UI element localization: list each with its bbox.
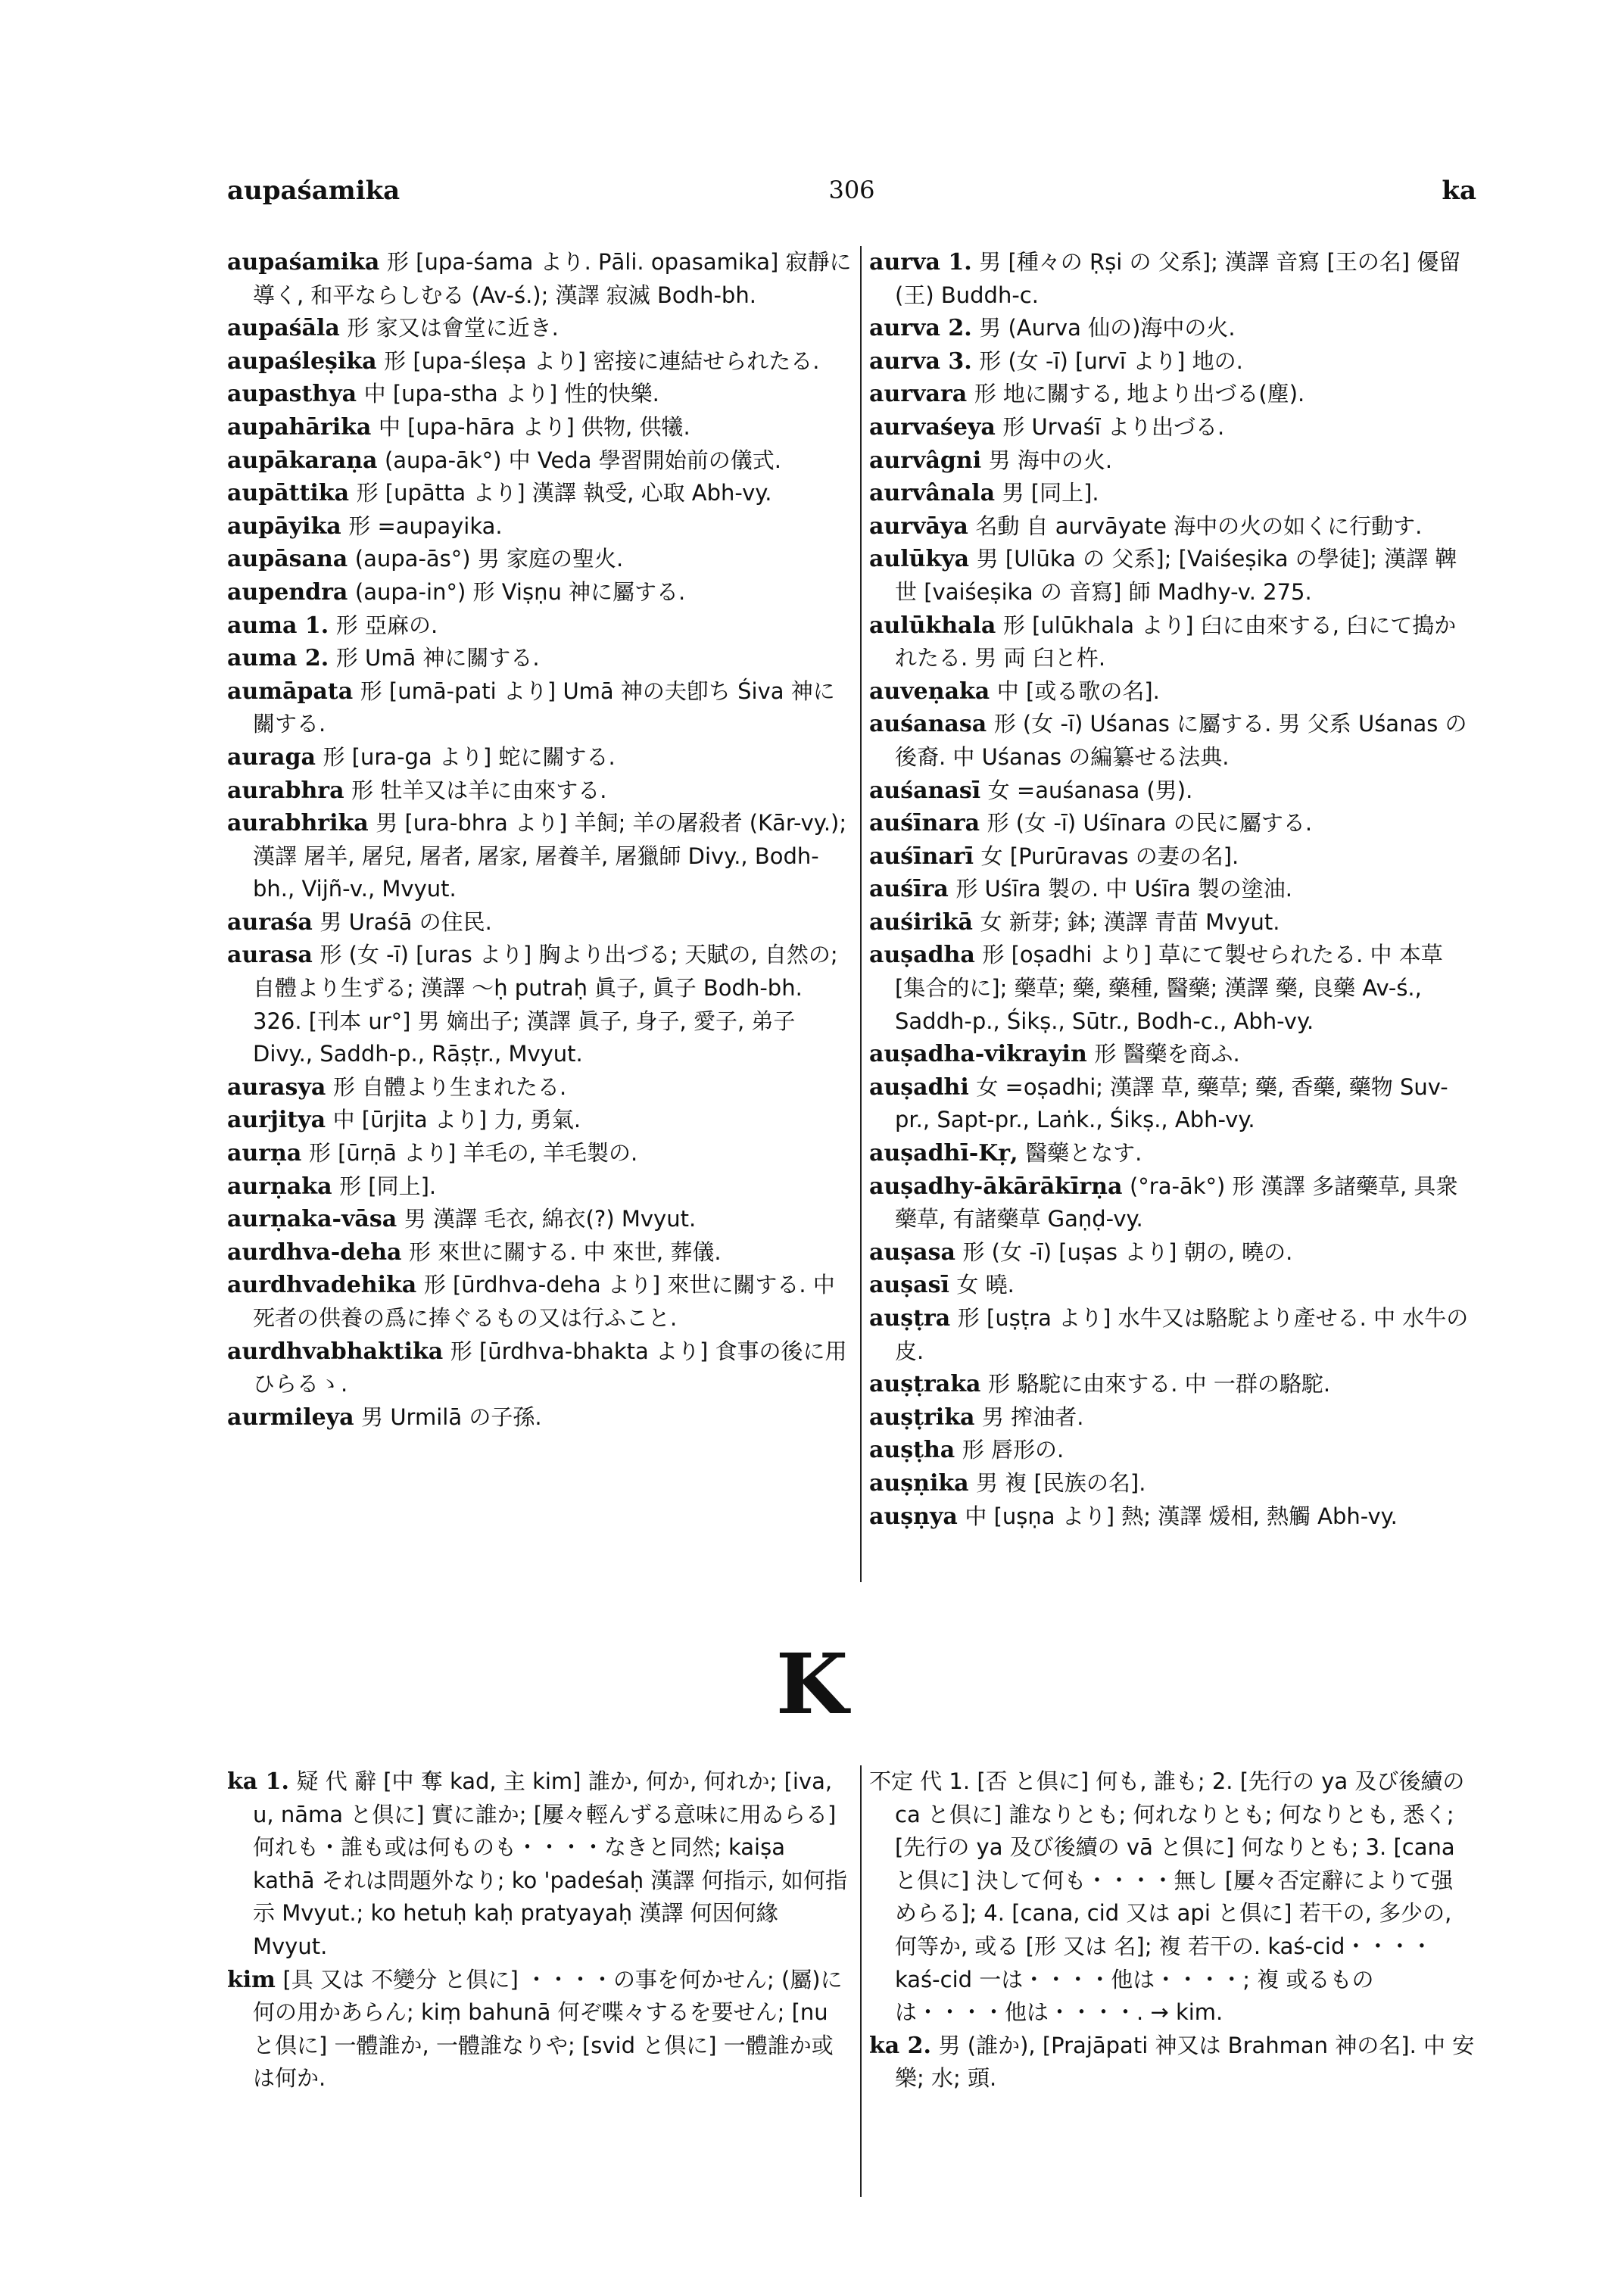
dictionary-entry (869, 906, 1475, 939)
dictionary-entry (869, 1302, 1475, 1368)
entry-headword: aupaśamika (227, 249, 380, 276)
dictionary-entry (869, 312, 1475, 345)
entry-definition: (aupa-āk°) 中 Veda 學習開始前の儀式. (384, 447, 781, 473)
entry-definition: 不定 代 1. [否 と倶に] 何も, 誰も; 2. [先行の ya 及び後續の ca と倶に] 誰なりとも; 何れなりとも; 何なりとも, 悉く; [先行の ya 及び後續の vā と倶に] 何なりとも; 3. [cana と倶に] 決して何も・・・・無し [屢々否定辭によりて强めらる]; 4. [cana, cid 又は api と倶に] 若干の, 多少の, 何等か, 或る [形 又は 名]; 複 若干の. kaś-cid・・・・kaś-cid 一は・・・・他は・・・・; 複 或るものは・・・・他は・・・・. → kim. (869, 1768, 1465, 2026)
entry-definition: 男 搾油者. (981, 1404, 1084, 1430)
dictionary-entry (869, 1269, 1475, 1302)
entry-definition: 形 [umā-pati より] Umā 神の夫卽ち Śiva 神に關する. (253, 678, 835, 737)
entry-definition: 中 [upa-hāra より] 供物, 供犧. (378, 413, 690, 440)
entry-definition: 女 曉. (956, 1272, 1015, 1298)
entry-headword: auṣadhī-Kṛ, (869, 1140, 1018, 1167)
entry-headword: aurvara (869, 381, 968, 408)
entry-headword: auṣṇika (869, 1469, 969, 1497)
dictionary-entry (227, 312, 852, 345)
dictionary-entry (869, 939, 1475, 1038)
entry-definition: 形 來世に關する. 中 來世, 葬儀. (409, 1238, 722, 1265)
entry-headword: aupasthya (227, 381, 357, 408)
entry-headword: auśanasa (869, 711, 987, 738)
entry-headword: aupahārika (227, 413, 372, 441)
entry-definition: 形 (女 -ī) [urvī より] 地の. (979, 347, 1243, 374)
dictionary-entry (227, 477, 852, 510)
entry-headword: auma 2. (227, 645, 329, 672)
entry-headword: ka 2. (869, 2032, 931, 2059)
entry-definition: 男 Urmilā の子孫. (361, 1404, 542, 1430)
dictionary-entry (227, 510, 852, 544)
entry-definition: (aupa-ās°) 男 家庭の聖火. (354, 546, 624, 572)
entry-headword: aurdhvabhaktika (227, 1338, 444, 1365)
bottom-left-column (227, 1765, 852, 2095)
dictionary-entry (227, 1765, 852, 1964)
entry-headword: aulūkhala (869, 612, 996, 639)
entry-definition: 女 新芽; 鉢; 漢譯 青苗 Mvyut. (980, 908, 1280, 935)
dictionary-entry (869, 444, 1475, 478)
dictionary-entry (227, 345, 852, 379)
dictionary-entry (869, 246, 1475, 312)
entry-headword: auraśa (227, 908, 313, 936)
dictionary-entry (227, 543, 852, 576)
entry-definition: 形 (女 -ī) [uras より] 胸より出づる; 天賦の, 自然の; 自體より生ずる; 漢譯 ～ḥ putraḥ 眞子, 眞子 Bodh-bh. 326. [刊本 ur°] 男 嫡出子; 漢譯 眞子, 身子, 愛子, 弟子 Divy., Saddh-p., Rāṣṭr., Mvyut. (253, 942, 838, 1067)
dictionary-entry (227, 444, 852, 478)
entry-headword: auṣṭra (869, 1305, 951, 1332)
entry-headword: aupaśāla (227, 315, 340, 342)
entry-definition: 形 駱駝に由來する. 中 一群の駱駝. (988, 1371, 1331, 1397)
entry-headword: ka 1. (227, 1768, 289, 1795)
entry-definition: 男 [ura-bhra より] 羊飼; 羊の屠殺者 (Kār-vy.); 漢譯 屠羊, 屠兒, 屠者, 屠家, 屠養羊, 屠獵師 Divy., Bodh-bh., Vijñ-v., Mvyut. (253, 810, 847, 902)
entry-headword: auṣṇya (869, 1503, 958, 1530)
entry-definition: 男 (誰か), [Prajāpati 神又は Brahman 神の名]. 中 安樂; 水; 頭. (895, 2032, 1475, 2092)
entry-definition: 男 [同上]. (1002, 480, 1099, 506)
dictionary-entry (227, 1203, 852, 1236)
entry-definition: 形 家又は會堂に近き. (347, 315, 559, 341)
entry-definition: 中 [uṣṇa より] 熱; 漢譯 煖相, 熱觸 Abh-vy. (965, 1503, 1398, 1529)
entry-definition: 形 [uṣṭra より] 水牛又は駱駝より產せる. 中 水牛の皮. (895, 1305, 1469, 1364)
dictionary-entry (227, 939, 852, 1070)
page-number: 306 (828, 176, 875, 204)
dictionary-entry (227, 1104, 852, 1137)
dictionary-entry (869, 543, 1475, 609)
entry-headword: auṣadha-vikrayin (869, 1041, 1087, 1068)
entry-definition: 形 [ūrṇā より] 羊毛の, 羊毛製の. (308, 1140, 638, 1167)
dictionary-entry (869, 411, 1475, 444)
entry-definition: 形 [ūrdhva-deha より] 來世に關する. 中 死者の供養の爲に捧ぐるもの又は行ふこと. (253, 1272, 835, 1331)
entry-headword: aurṇa (227, 1140, 302, 1167)
header-right-guideword: ka (1442, 176, 1476, 206)
entry-headword: auṣadhy-ākārākīrṇa (869, 1173, 1123, 1200)
entry-definition: 形 Uśīra 製の. 中 Uśīra 製の塗油. (955, 876, 1293, 902)
entry-definition: 形 Umā 神に關する. (335, 645, 540, 671)
entry-headword: aurasya (227, 1073, 326, 1101)
dictionary-entry (227, 609, 852, 643)
entry-definition: 男 Uraśā の住民. (320, 908, 492, 935)
entry-headword: auma 1. (227, 612, 329, 639)
entry-definition: 形 醫藥を商ふ. (1094, 1041, 1240, 1067)
dictionary-entry (869, 477, 1475, 510)
dictionary-entry (869, 2030, 1475, 2095)
entry-headword: aumāpata (227, 678, 354, 705)
entry-definition: 中 [upa-stha より] 性的快樂. (363, 381, 659, 407)
dictionary-entry (869, 807, 1475, 840)
page-header (227, 176, 1476, 213)
dictionary-entry (869, 774, 1475, 808)
entry-definition: 女 =oṣadhi; 漢譯 草, 藥草; 藥, 香藥, 藥物 Suv-pr., Sapt-pr., Laṅk., Śikṣ., Abh-vy. (895, 1073, 1448, 1133)
entry-headword: auṣṭraka (869, 1371, 981, 1398)
dictionary-entry (869, 675, 1475, 709)
entry-definition: 男 [種々の Ṛṣi の 父系]; 漢譯 音寫 [王の名] 優留(王) Buddh-c. (895, 249, 1461, 308)
entry-definition: 女 [Purūravas の妻の名]. (980, 843, 1239, 869)
entry-definition: 形 [ulūkhala より] 臼に由來する, 臼にて搗かれたる. 男 両 臼と杵. (895, 612, 1457, 671)
entry-headword: auśanasī (869, 777, 981, 804)
dictionary-entry (869, 1765, 1475, 2030)
entry-headword: auraga (227, 743, 316, 771)
dictionary-entry (227, 1170, 852, 1204)
dictionary-entry (227, 411, 852, 444)
entry-definition: 形 亞麻の. (335, 612, 438, 638)
entry-definition: 男 海中の火. (988, 447, 1113, 473)
right-column (869, 246, 1475, 1533)
dictionary-entry (869, 1236, 1475, 1270)
dictionary-entry (869, 345, 1475, 379)
entry-headword: aupākaraṇa (227, 447, 378, 474)
dictionary-entry (869, 1038, 1475, 1071)
entry-headword: auṣadha (869, 942, 975, 969)
entry-definition: 形 [ūrdhva-bhakta より] 食事の後に用ひらるゝ. (253, 1338, 847, 1397)
entry-definition: 形 [同上]. (339, 1173, 437, 1199)
entry-definition: 形 =aupayika. (348, 512, 503, 539)
dictionary-entry (227, 807, 852, 906)
entry-headword: aurvânala (869, 480, 996, 507)
entry-headword: kim (227, 1966, 276, 1993)
dictionary-entry (869, 840, 1475, 874)
entry-headword: aurva 3. (869, 347, 972, 375)
dictionary-entry (227, 576, 852, 609)
entry-definition: 名動 自 aurvāyate 海中の火の如くに行動す. (975, 512, 1423, 539)
entry-definition: 女 =auśanasa (男). (987, 777, 1193, 803)
bottom-right-column (869, 1765, 1475, 2095)
entry-definition: 形 [upātta より] 漢譯 執受, 心取 Abh-vy. (356, 480, 772, 506)
dictionary-entry (869, 708, 1475, 774)
dictionary-entry (869, 1137, 1475, 1170)
entry-headword: aurdhva-deha (227, 1238, 402, 1266)
entry-definition: 形 自體より生まれたる. (332, 1073, 567, 1100)
entry-definition: 男 [Ulūka の 父系]; [Vaiśeṣika の學徒]; 漢譯 鞞世 [vaiśeṣika の 音寫] 師 Madhy-v. 275. (895, 546, 1457, 605)
entry-definition: 形 Urvaśī より出づる. (1002, 413, 1225, 440)
dictionary-entry (227, 1071, 852, 1104)
entry-headword: auṣasī (869, 1272, 949, 1299)
dictionary-entry (869, 873, 1475, 906)
entry-headword: aurasa (227, 942, 313, 969)
section-letter: K (775, 1635, 849, 1733)
entry-definition: 形 (女 -ī) Uśīnara の民に屬する. (987, 810, 1313, 837)
dictionary-entry (227, 1137, 852, 1170)
dictionary-entry (227, 1335, 852, 1401)
entry-headword: auśīra (869, 876, 949, 903)
entry-definition: (°ra-āk°) 形 漢譯 多諸藥草, 具衆藥草, 有諸藥草 Gaṇḍ-vy. (895, 1173, 1458, 1232)
header-left-guideword: aupaśamika (227, 176, 401, 206)
entry-headword: auśīnara (869, 810, 980, 837)
dictionary-entry (869, 510, 1475, 544)
entry-headword: aurabhra (227, 777, 344, 804)
entry-headword: aurṇaka (227, 1173, 332, 1200)
dictionary-entry (869, 1170, 1475, 1236)
entry-headword: aurvaśeya (869, 413, 996, 441)
dictionary-entry (227, 378, 852, 411)
dictionary-entry (227, 1269, 852, 1335)
entry-definition: 男 複 [民族の名]. (976, 1469, 1146, 1496)
entry-definition: 形 [ura-ga より] 蛇に關する. (323, 743, 616, 770)
dictionary-entry (869, 1467, 1475, 1500)
dictionary-entry (869, 1500, 1475, 1534)
entry-definition: 形 地に關する, 地より出づる(塵). (974, 381, 1305, 407)
left-column (227, 246, 852, 1434)
dictionary-entry (869, 609, 1475, 675)
dictionary-entry (227, 774, 852, 808)
entry-definition: 形 [oṣadhi より] 草にて製せられたる. 中 本草 [集合的に]; 藥草; 藥, 藥種, 醫藥; 漢譯 藥, 良藥 Av-ś., Saddh-p., Śikṣ., Sūtr., Bodh-c., Abh-vy. (895, 942, 1443, 1034)
entry-headword: auśirikā (869, 908, 973, 936)
entry-headword: auṣasa (869, 1238, 955, 1266)
entry-headword: aurva 1. (869, 249, 972, 276)
entry-headword: aurjitya (227, 1107, 326, 1134)
dictionary-entry (227, 246, 852, 312)
column-divider-top (860, 246, 862, 1582)
dictionary-entry (227, 906, 852, 939)
entry-headword: aurdhvadehika (227, 1272, 417, 1299)
entry-definition: 形 (女 -ī) [uṣas より] 朝の, 曉の. (962, 1238, 1293, 1265)
dictionary-entry (227, 741, 852, 774)
dictionary-entry (869, 1368, 1475, 1401)
dictionary-entry (869, 1071, 1475, 1137)
entry-definition: 形 [upa-śama より. Pāli. opasamika] 寂靜に導く, 和平ならしむる (Av-ś.); 漢譯 寂滅 Bodh-bh. (253, 249, 852, 308)
entry-definition: 疑 代 辭 [中 奪 kad, 主 kim] 誰か, 何か, 何れか; [iva, u, nāma と倶に] 實に誰か; [屢々輕んずる意味に用ゐらる] 何れも・誰も或は何ものも・・・・なきと同然; kaiṣa kathā それは問題外なり; ko 'padeśaḥ 漢譯 何指示, 如何指示 Mvyut.; ko hetuḥ kaḥ pratyayaḥ 漢譯 何因何緣 Mvyut. (253, 1768, 848, 1959)
entry-headword: aurva 2. (869, 315, 972, 342)
entry-headword: aurvāya (869, 512, 968, 540)
entry-headword: aurmileya (227, 1404, 354, 1431)
entry-headword: auṣṭrika (869, 1404, 975, 1431)
dictionary-entry (227, 1401, 852, 1435)
entry-definition: (aupa-in°) 形 Viṣṇu 神に屬する. (354, 578, 686, 605)
entry-headword: aupāyika (227, 512, 341, 540)
entry-definition: 男 漢譯 毛衣, 綿衣(?) Mvyut. (404, 1206, 697, 1232)
entry-headword: auveṇaka (869, 678, 990, 705)
entry-definition: 醫藥となす. (1025, 1140, 1142, 1167)
entry-headword: aupaśleṣika (227, 347, 377, 375)
entry-headword: aupāsana (227, 546, 348, 573)
dictionary-entry (869, 1401, 1475, 1435)
entry-definition: 男 (Aurva 仙の)海中の火. (979, 315, 1236, 341)
entry-headword: aulūkya (869, 546, 970, 573)
column-divider-bottom (860, 1765, 862, 2197)
entry-definition: 形 唇形の. (962, 1437, 1064, 1463)
entry-headword: auṣadhi (869, 1073, 969, 1101)
dictionary-entry (227, 675, 852, 741)
entry-definition: 形 [upa-śleṣa より] 密接に連結せられたる. (384, 347, 820, 374)
entry-headword: auśīnarī (869, 843, 974, 870)
dictionary-entry (227, 1236, 852, 1270)
dictionary-entry (869, 378, 1475, 411)
entry-definition: 形 (女 -ī) Uśanas に屬する. 男 父系 Uśanas の後裔. 中 Uśanas の編纂せる法典. (895, 711, 1467, 770)
entry-definition: [具 又は 不變分 と倶に] ・・・・の事を何かせん; (屬)に何の用かあらん; kiṃ bahunā 何ぞ喋々するを要せん; [nu と倶に] 一體誰か, 一體誰なりや; [svid と倶に] 一體誰か或は何か. (253, 1966, 843, 2092)
dictionary-entry (869, 1434, 1475, 1467)
entry-headword: auṣṭha (869, 1437, 955, 1464)
entry-headword: aurṇaka-vāsa (227, 1206, 397, 1233)
entry-headword: aurvâgni (869, 447, 982, 474)
entry-headword: aurabhrika (227, 810, 369, 837)
dictionary-entry (227, 642, 852, 675)
entry-definition: 中 [ūrjita より] 力, 勇氣. (332, 1107, 581, 1133)
entry-headword: aupendra (227, 578, 348, 606)
entry-definition: 中 [或る歌の名]. (996, 678, 1160, 704)
entry-headword: aupāttika (227, 480, 350, 507)
entry-definition: 形 牡羊又は羊に由來する. (351, 777, 607, 803)
dictionary-entry (227, 1964, 852, 2095)
